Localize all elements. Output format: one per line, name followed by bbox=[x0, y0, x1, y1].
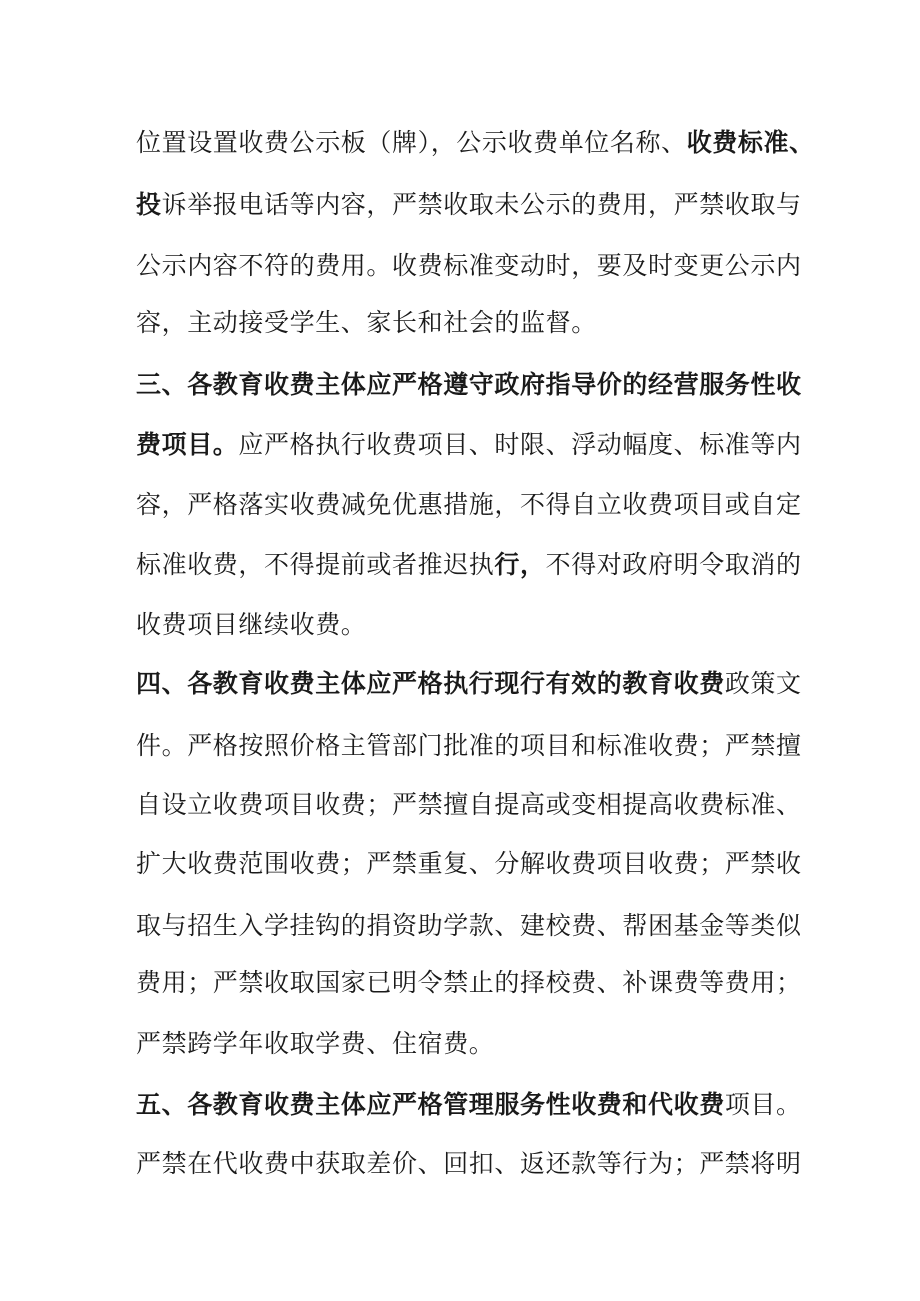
bold-text-run: 四、各教育收费主体应严格执行现行有效的教育收费 bbox=[136, 669, 725, 698]
text-run: 公示内容不符的费用。收费标准变动时，要及时变更公示内 bbox=[136, 251, 802, 280]
text-run: 容，主动接受学生、家长和社会的监督。 bbox=[136, 308, 597, 337]
text-line bbox=[136, 605, 366, 645]
bold-text-run: 投 bbox=[136, 190, 162, 219]
text-line bbox=[136, 185, 802, 225]
text-line bbox=[136, 545, 802, 585]
section-heading-3 bbox=[136, 365, 802, 405]
bold-text-run: 三、各教育收费主体应严格遵守政府指导价的经营服务性收 bbox=[136, 370, 802, 399]
text-line bbox=[136, 844, 802, 884]
bold-text-run: 收费标准、 bbox=[686, 128, 815, 157]
text-line bbox=[136, 246, 802, 286]
text-run: 件。严格按照价格主管部门批准的项目和标准收费；严禁擅 bbox=[136, 731, 802, 760]
text-run: 标准收费，不得提前或者推迟执 bbox=[136, 550, 495, 579]
text-run: 费用；严禁收取国家已明令禁止的择校费、补课费等费用； bbox=[136, 968, 802, 997]
text-line bbox=[136, 485, 802, 525]
text-run: 容，严格落实收费减免优惠措施，不得自立收费项目或自定 bbox=[136, 490, 802, 519]
bold-text-run: 行， bbox=[494, 550, 546, 579]
text-run: 不得对政府明令取消的 bbox=[545, 550, 802, 579]
text-run: 项目。 bbox=[724, 1090, 802, 1119]
text-run: 严禁在代收费中获取差价、回扣、返还款等行为；严禁将明 bbox=[136, 1149, 802, 1178]
text-line bbox=[136, 1144, 802, 1184]
text-run: 诉举报电话等内容，严禁收取未公示的费用，严禁收取与 bbox=[161, 190, 802, 219]
text-line bbox=[136, 123, 815, 163]
bold-text-run: 费项目。 bbox=[136, 430, 239, 459]
text-line bbox=[136, 785, 802, 825]
section-heading-4 bbox=[136, 664, 802, 704]
section-heading-5 bbox=[136, 1085, 802, 1125]
text-run: 收费项目继续收费。 bbox=[136, 610, 367, 639]
text-line bbox=[136, 906, 802, 946]
text-run: 自设立收费项目收费；严禁擅自提高或变相提高收费标准、 bbox=[136, 790, 802, 819]
text-run: 政策文 bbox=[724, 669, 802, 698]
text-run: 严禁跨学年收取学费、住宿费。 bbox=[136, 1029, 495, 1058]
text-line bbox=[136, 425, 802, 465]
text-line bbox=[136, 303, 597, 343]
text-run: 扩大收费范围收费；严禁重复、分解收费项目收费；严禁收 bbox=[136, 849, 802, 878]
text-line bbox=[136, 1024, 494, 1064]
text-run: 应严格执行收费项目、时限、浮动幅度、标准等内 bbox=[238, 430, 802, 459]
text-run: 取与招生入学挂钩的捐资助学款、建校费、帮困基金等类似 bbox=[136, 911, 802, 940]
text-line bbox=[136, 963, 802, 1003]
text-run: 位置设置收费公示板（牌），公示收费单位名称、 bbox=[136, 128, 687, 157]
text-line bbox=[136, 726, 802, 766]
bold-text-run: 五、各教育收费主体应严格管理服务性收费和代收费 bbox=[136, 1090, 725, 1119]
